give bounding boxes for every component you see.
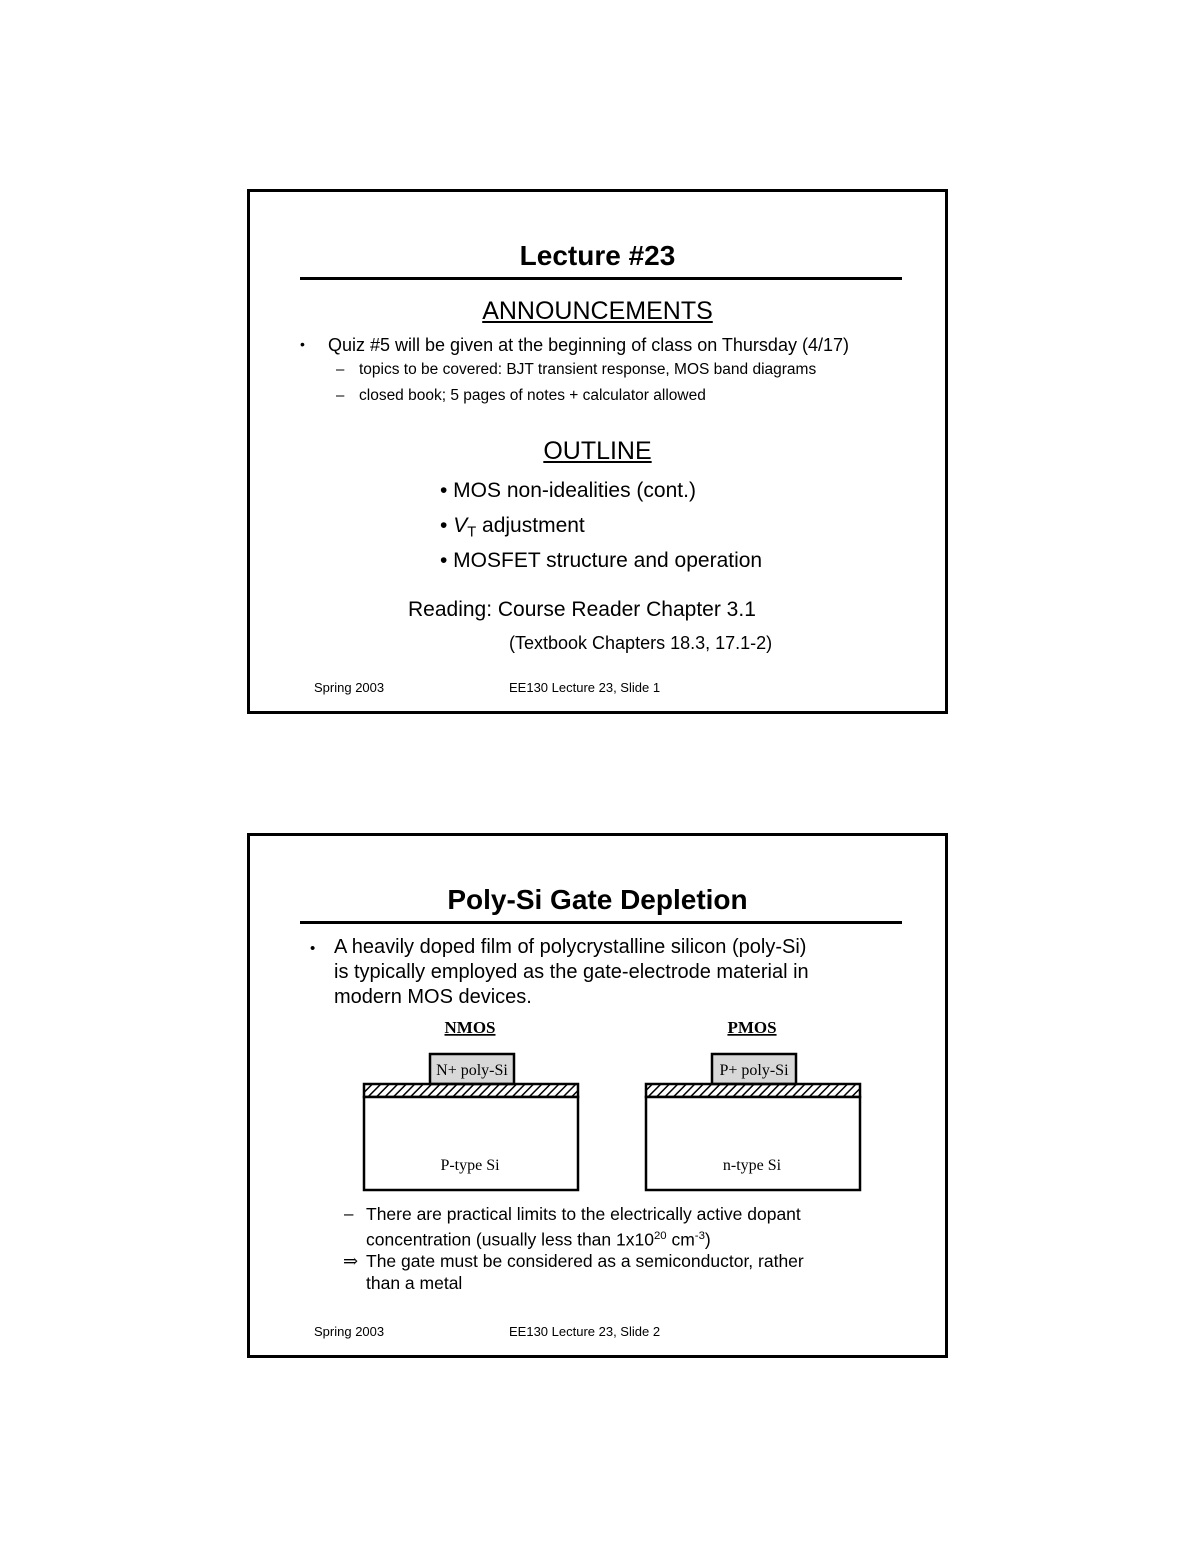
vt-subscript: T — [467, 524, 477, 541]
exponent-minus-3: -3 — [694, 1230, 705, 1242]
footer-date: Spring 2003 — [314, 1324, 385, 1339]
dash-symbol: – — [344, 1204, 354, 1223]
outline-heading: OUTLINE — [543, 437, 652, 465]
pmos-label: PMOS — [727, 1018, 777, 1037]
announcement-quiz: Quiz #5 will be given at the beginning of class on Thursday (4/17) — [328, 335, 849, 355]
concentration-text: concentration (usually less than 1x10 — [366, 1229, 654, 1250]
sub-bullet-conclusion — [366, 1250, 804, 1294]
sub-bullet-line: There are practical limits to the electrically active dopant — [366, 1204, 801, 1224]
nmos-label: NMOS — [444, 1018, 496, 1037]
nmos-substrate — [364, 1097, 578, 1190]
pmos-substrate — [646, 1097, 860, 1190]
closing-paren: ) — [704, 1229, 711, 1250]
bullet-symbol: • — [300, 336, 305, 352]
announcement-topics: topics to be covered: BJT transient response, MOS band diagrams — [359, 361, 817, 378]
vt-text: adjustment — [476, 514, 585, 537]
pmos-gate-label: P+ poly-Si — [719, 1062, 789, 1079]
textbook-reference: (Textbook Chapters 18.3, 17.1-2) — [509, 633, 773, 653]
footer-slide-label: EE130 Lecture 23, Slide 1 — [509, 680, 661, 695]
unit-cm: cm — [666, 1229, 695, 1250]
footer-date: Spring 2003 — [314, 680, 385, 695]
implies-arrow-icon: ⇒ — [343, 1251, 359, 1271]
outline-item-3: • MOSFET structure and operation — [440, 549, 763, 572]
nmos-gate-oxide — [364, 1084, 578, 1097]
slide-title: Poly-Si Gate Depletion — [447, 884, 748, 915]
dash-symbol: – — [336, 361, 345, 378]
pmos-substrate-label: n-type Si — [722, 1157, 782, 1174]
bullet-line: is typically employed as the gate-electrode material in — [334, 961, 809, 983]
bullet-symbol: • — [310, 940, 316, 957]
bullet-text — [334, 935, 809, 1010]
footer-slide-label: EE130 Lecture 23, Slide 2 — [509, 1324, 661, 1339]
bullet-symbol: • — [440, 514, 448, 537]
sub-bullet-line — [366, 1225, 801, 1250]
pmos-gate-oxide — [646, 1084, 860, 1097]
exponent-20: 20 — [653, 1230, 667, 1242]
nmos-substrate-label: P-type Si — [440, 1157, 500, 1174]
vt-variable: V — [453, 514, 468, 537]
mos-diagram — [350, 1012, 870, 1194]
sub-bullet-line: than a metal — [366, 1273, 463, 1293]
outline-item-2 — [440, 513, 585, 545]
title-divider — [300, 921, 902, 924]
reading: Reading: Course Reader Chapter 3.1 — [408, 598, 756, 621]
sub-bullet-limits — [366, 1203, 801, 1250]
slide-title: Lecture #23 — [519, 240, 676, 271]
bullet-line: modern MOS devices. — [334, 986, 532, 1008]
sub-bullet-line: The gate must be considered as a semiconductor, rather — [366, 1251, 804, 1271]
announcement-rules: closed book; 5 pages of notes + calculator allowed — [359, 387, 706, 404]
slide-1 — [247, 189, 948, 714]
bullet-line: A heavily doped film of polycrystalline silicon (poly-Si) — [334, 936, 807, 958]
announcements-heading: ANNOUNCEMENTS — [482, 297, 713, 325]
slide-2 — [247, 833, 948, 1358]
dash-symbol: – — [336, 387, 345, 404]
nmos-gate-label: N+ poly-Si — [436, 1062, 508, 1079]
outline-item-1: • MOS non-idealities (cont.) — [440, 479, 696, 502]
title-divider — [300, 277, 902, 280]
